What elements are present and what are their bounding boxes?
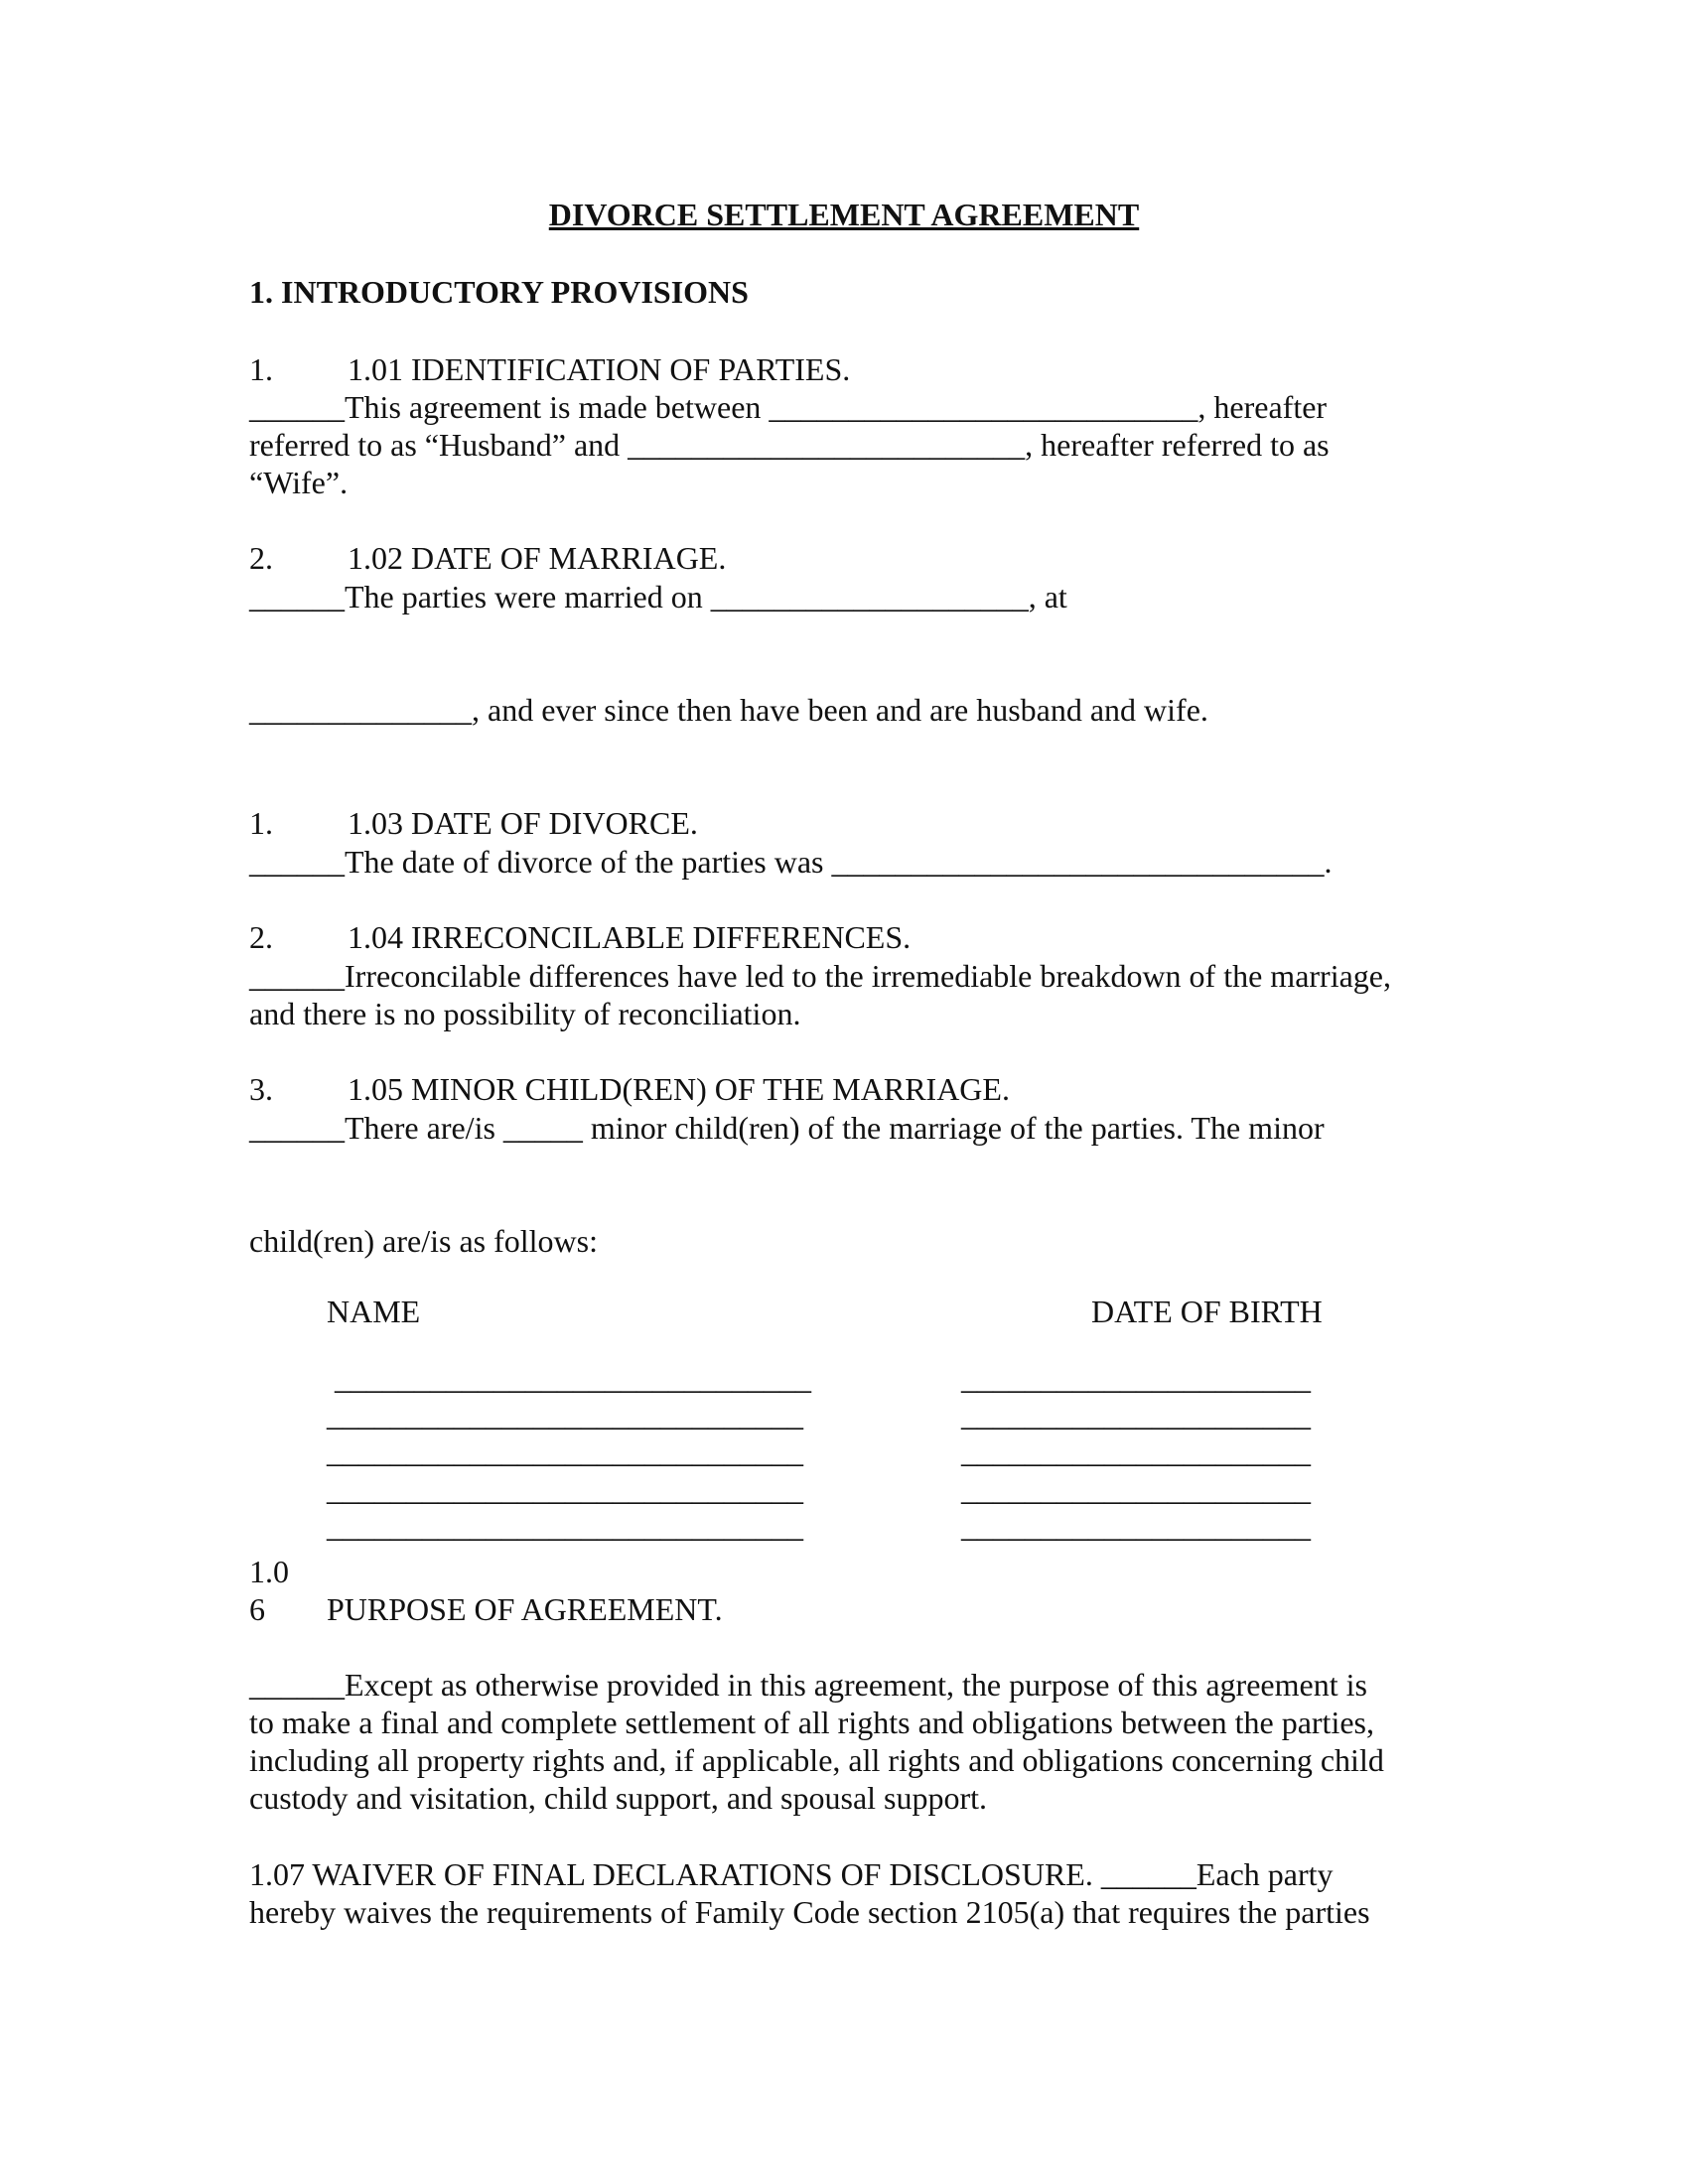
child-dob-blank: ______________________: [961, 1360, 1311, 1396]
paragraph-line: ______Except as otherwise provided in this agreement, the purpose of this agreement is: [249, 1667, 1367, 1703]
item-heading: 1.01 IDENTIFICATION OF PARTIES.: [348, 351, 851, 387]
paragraph-line: hereby waives the requirements of Family Code section 2105(a) that requires the parties: [249, 1894, 1370, 1930]
paragraph-line: 1.07 WAIVER OF FINAL DECLARATIONS OF DISCLOSURE. ______Each party: [249, 1856, 1334, 1892]
child-name-blank: ______________________________: [327, 1397, 803, 1433]
paragraph-line: to make a final and complete settlement of all rights and obligations between the parties,: [249, 1705, 1374, 1740]
document-title: DIVORCE SETTLEMENT AGREEMENT: [548, 197, 1140, 232]
item-heading: 1.02 DATE OF MARRIAGE.: [348, 540, 727, 576]
item-heading: 1.05 MINOR CHILD(REN) OF THE MARRIAGE.: [348, 1071, 1010, 1107]
item-number: 2.: [249, 540, 273, 576]
item-heading: 1.04 IRRECONCILABLE DIFFERENCES.: [348, 919, 912, 955]
child-name-blank: ______________________________: [327, 1471, 803, 1507]
child-dob-blank: ______________________: [961, 1508, 1311, 1544]
paragraph-line: including all property rights and, if applicable, all rights and obligations concerning child: [249, 1742, 1384, 1778]
item-number: 1.: [249, 351, 273, 387]
item-heading: 1.03 DATE OF DIVORCE.: [348, 805, 698, 841]
item-number: 1.: [249, 805, 273, 841]
paragraph-line: and there is no possibility of reconciliation.: [249, 996, 801, 1031]
item-number: 3.: [249, 1071, 273, 1107]
child-name-blank: ______________________________: [327, 1508, 803, 1544]
child-dob-blank: ______________________: [961, 1433, 1311, 1469]
column-header-name: NAME: [327, 1294, 421, 1329]
paragraph-line: ______This agreement is made between ___________________________, hereafter: [249, 389, 1328, 425]
child-dob-blank: ______________________: [961, 1397, 1311, 1433]
child-name-blank: ______________________________: [335, 1360, 811, 1396]
paragraph-line: child(ren) are/is as follows:: [249, 1223, 598, 1259]
paragraph-line: referred to as “Husband” and _________________________, hereafter referred to as: [249, 427, 1330, 463]
column-header-dob: DATE OF BIRTH: [1091, 1294, 1323, 1329]
item-heading: PURPOSE OF AGREEMENT.: [327, 1591, 723, 1627]
paragraph-line: ______There are/is _____ minor child(ren) of the marriage of the parties. The minor: [249, 1110, 1325, 1146]
child-dob-blank: ______________________: [961, 1471, 1311, 1507]
item-number-continued: 6: [249, 1591, 265, 1627]
item-number: 1.0: [249, 1554, 289, 1589]
paragraph-line: ______Irreconcilable differences have led to the irremediable breakdown of the marriage,: [249, 958, 1391, 994]
paragraph-line: custody and visitation, child support, and spousal support.: [249, 1780, 988, 1816]
item-number: 2.: [249, 919, 273, 955]
child-name-blank: ______________________________: [327, 1433, 803, 1469]
paragraph-line: ______________, and ever since then have been and are husband and wife.: [249, 692, 1208, 728]
section-heading: 1. INTRODUCTORY PROVISIONS: [249, 274, 749, 310]
paragraph-line: “Wife”.: [249, 465, 349, 500]
paragraph-line: ______The parties were married on ____________________, at: [249, 579, 1067, 614]
paragraph-line: ______The date of divorce of the parties was _______________________________.: [249, 844, 1333, 880]
